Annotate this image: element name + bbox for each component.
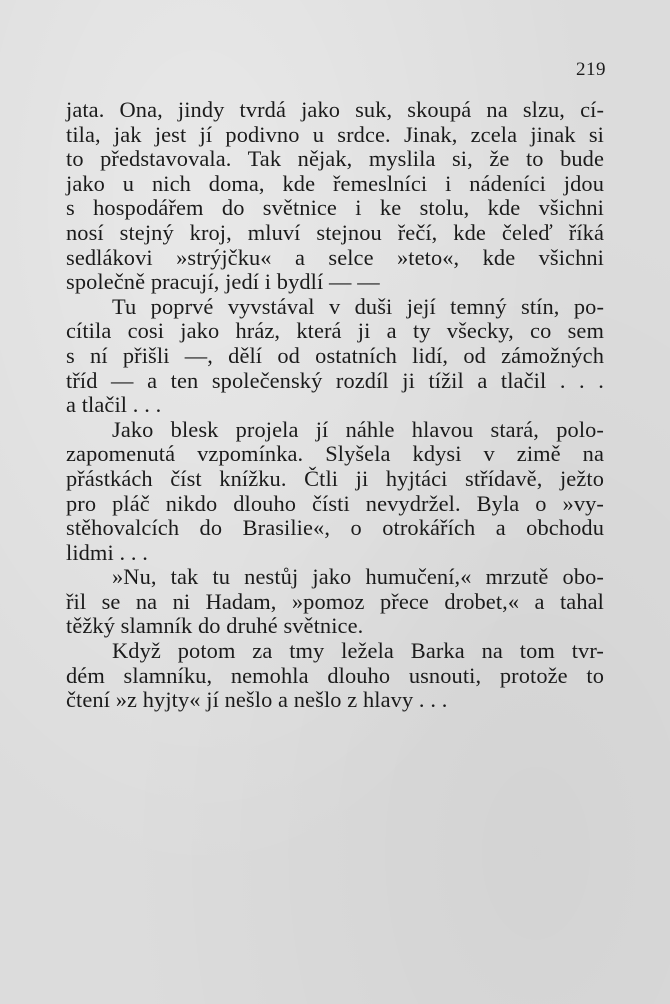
- text-line: jata. Ona, jindy tvrdá jako suk, skoupá na slzu, cí-: [66, 97, 604, 122]
- paragraph-start-line: Jako blesk projela jí náhle hlavou stará, polo-: [112, 416, 604, 442]
- text-line: čtení »z hyjty« jí nešlo a nešlo z hlavy . . .: [66, 687, 448, 713]
- text-line: s hospodářem do světnice i ke stolu, kde všichni: [66, 195, 604, 221]
- text-line: sedlákovi »strýjčku« a selce »teto«, kde všichni: [66, 244, 604, 270]
- text-line: s ní přišli —, dělí od ostatních lidí, od zámožných: [66, 342, 604, 368]
- text-line: nosí stejný kroj, mluví stejnou řečí, kde čeleď říká: [66, 219, 604, 245]
- text-line: zapomenutá vzpomínka. Slyšela kdysi v zimě na: [66, 441, 604, 467]
- text-line: stěhovalcích do Brasilie«, o otrokářích a obchodu: [66, 515, 604, 541]
- paragraph-start-line: Když potom za tmy ležela Barka na tom tvr-: [112, 638, 604, 664]
- text-line: tříd — a ten společenský rozdíl ji tížil a tlačil . . .: [66, 367, 604, 393]
- text-line: přástkách číst knížku. Čtli ji hyjtáci střídavě, ježto: [66, 465, 604, 491]
- text-line: společně pracují, jedí i bydlí — —: [66, 269, 380, 295]
- text-line: jako u nich doma, kde řemeslníci i nádeníci jdou: [66, 170, 604, 196]
- text-line: řil se na ni Hadam, »pomoz přece drobet,« a tahal: [66, 588, 604, 614]
- text-line: dém slamníku, nemohla dlouho usnouti, protože to: [66, 662, 604, 688]
- text-line: tila, jak jest jí podivno u srdce. Jinak, zcela jinak si: [66, 121, 604, 147]
- text-line: to představovala. Tak nějak, myslila si, že to bude: [66, 146, 604, 172]
- paragraph-start-line: »Nu, tak tu nestůj jako humučení,« mrzutě obo-: [112, 564, 604, 590]
- paragraph-start-line: Tu poprvé vyvstával v duši její temný stín, po-: [112, 293, 604, 319]
- page-number: 219: [576, 59, 606, 80]
- text-line: a tlačil . . .: [66, 392, 162, 418]
- text-line: těžký slamník do druhé světnice.: [66, 613, 364, 639]
- text-line: pro pláč nikdo dlouho čísti nevydržel. Byla o »vy-: [66, 490, 604, 516]
- body-text: [66, 98, 604, 713]
- text-line: cítila cosi jako hráz, která ji a ty všecky, co sem: [66, 318, 604, 344]
- text-line: lidmi . . .: [66, 539, 148, 565]
